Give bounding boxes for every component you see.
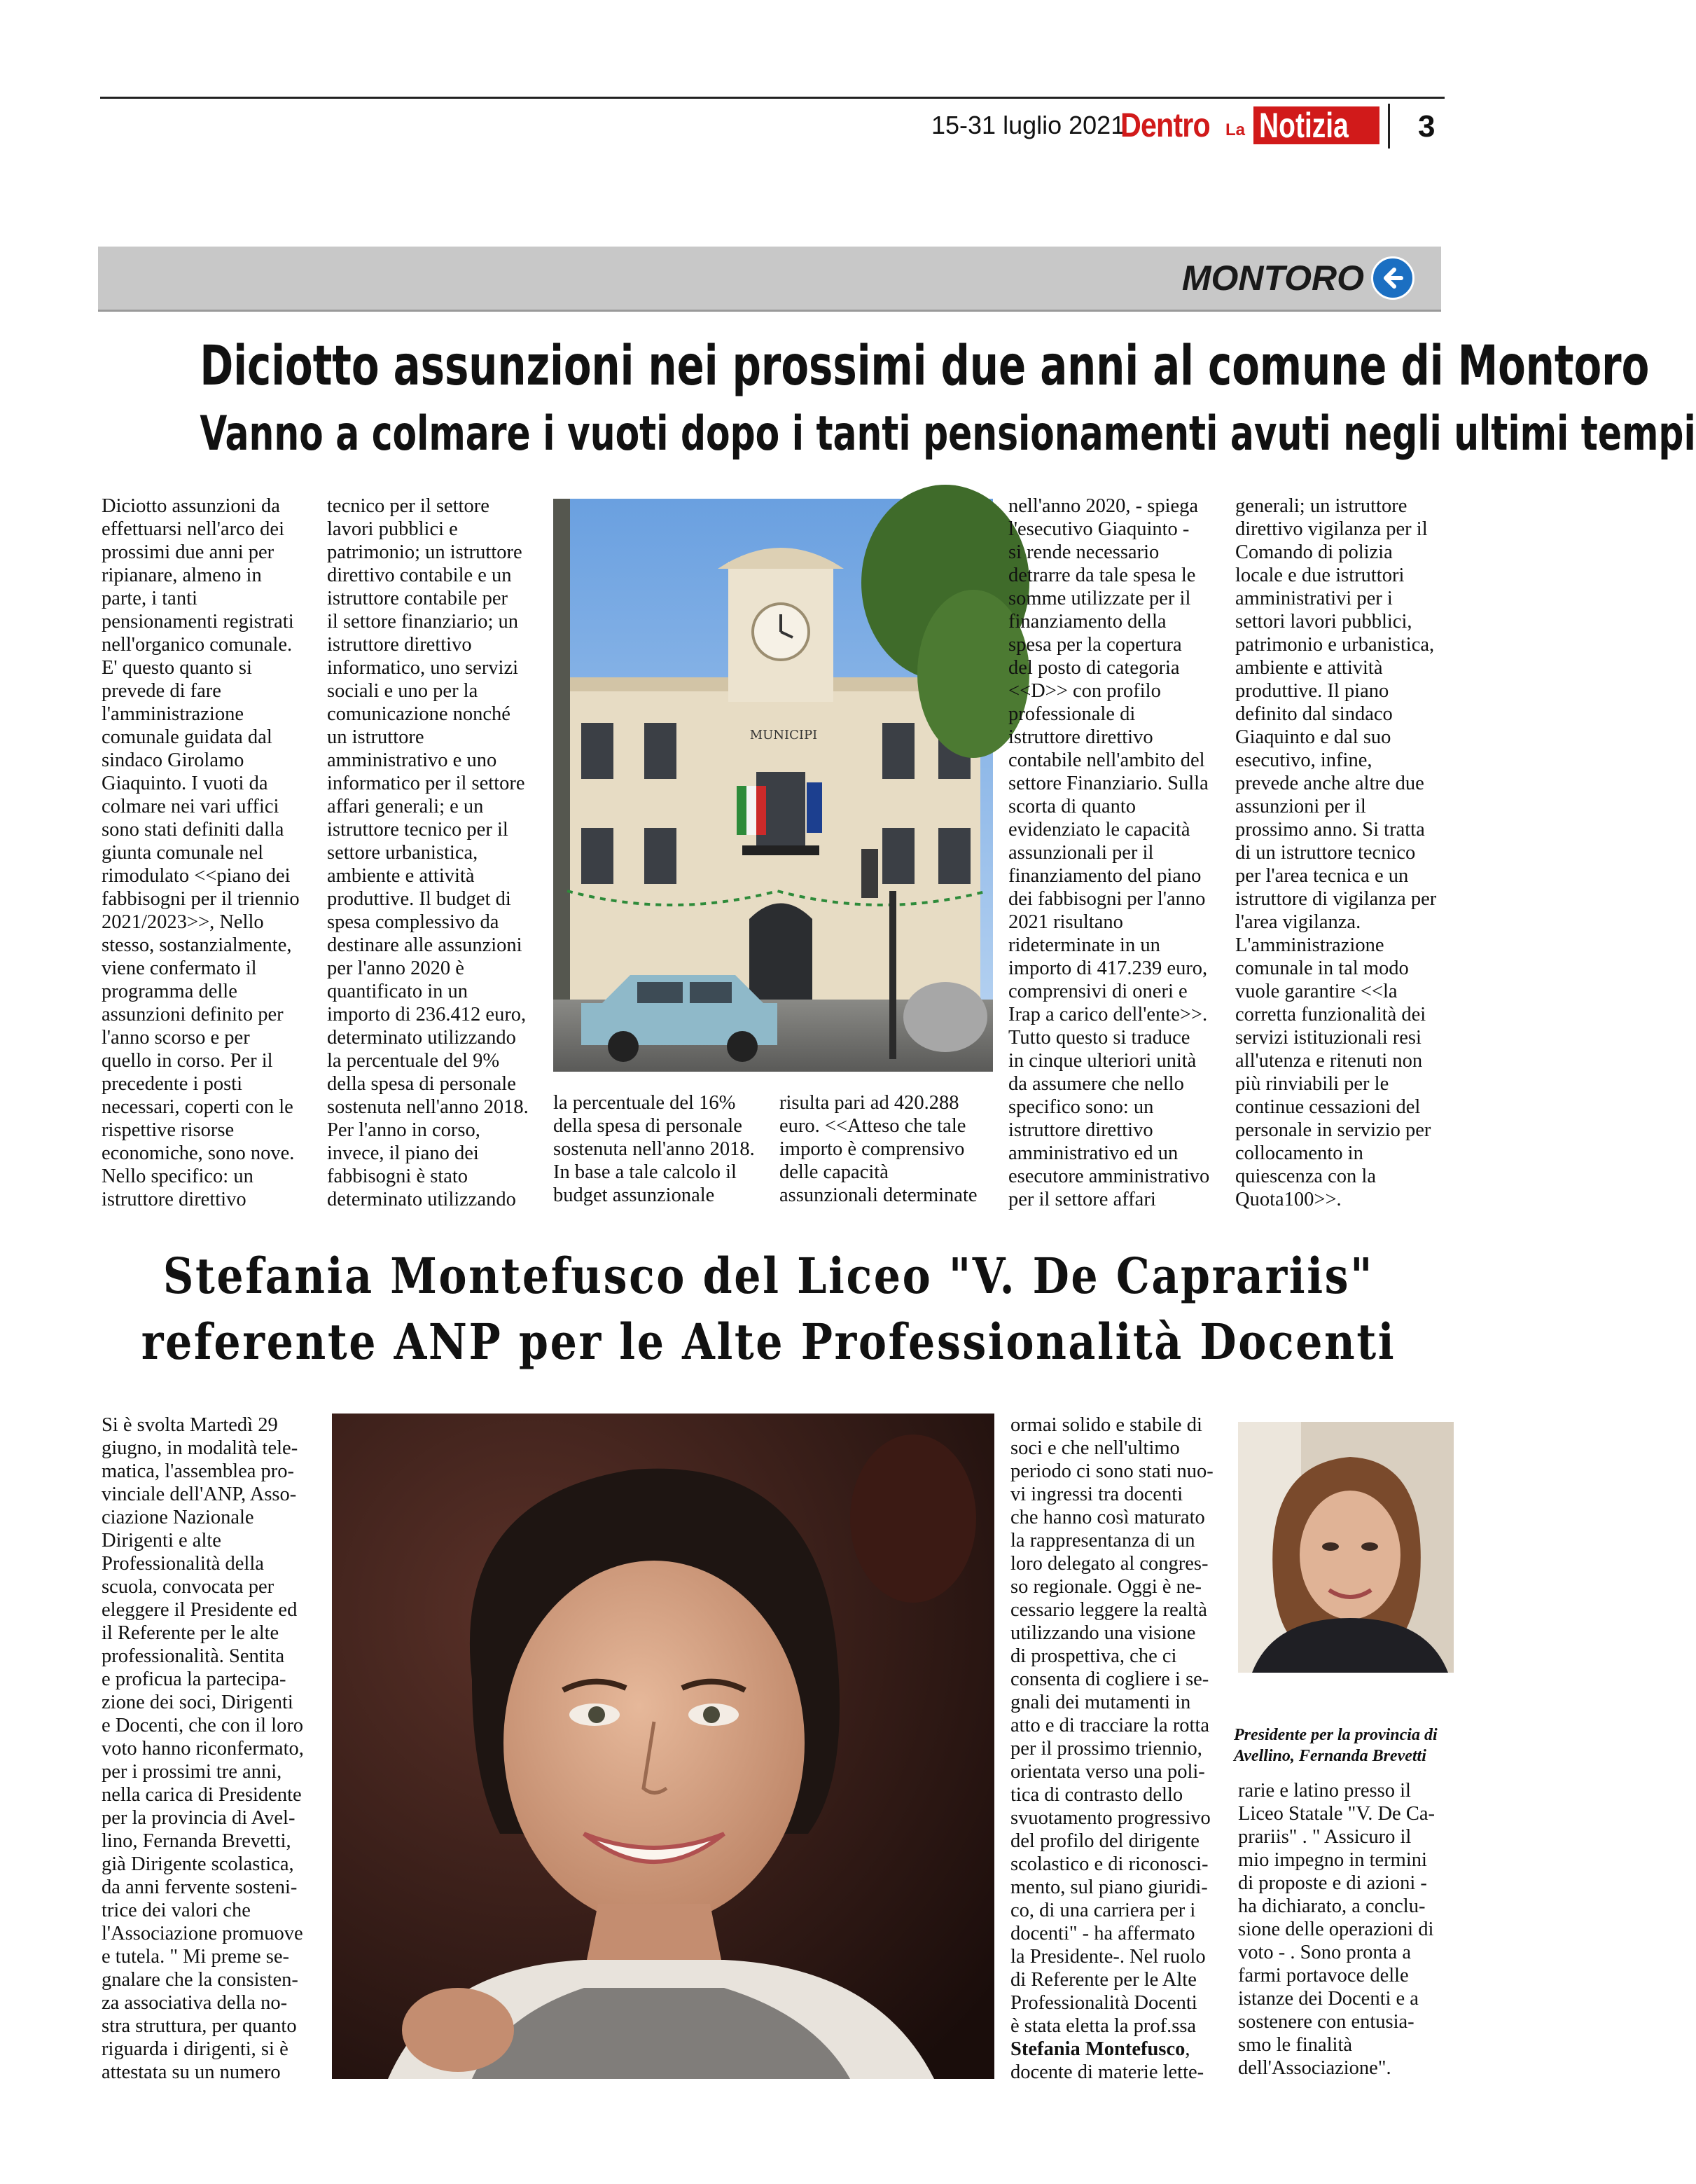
article2-title-line-2: referente ANP per le Alte Professionalità Docenti (141, 1313, 1396, 1371)
page-number: 3 (1418, 109, 1436, 144)
masthead-logo (1120, 106, 1388, 146)
article2-title-line-1: Stefania Montefusco del Liceo "V. De Caprariis" (162, 1247, 1375, 1305)
header-rule (100, 97, 1445, 99)
article2-column-1: Si è svolta Martedì 29 giugno, in modalità tele- matica, l'assemblea pro- vinciale dell'ANP, Asso- ciazione Nazionale Dirigenti e alte Professionalità della scuola, convocata per eleggere il Presidente ed il Referente per le alte professionalità. Sentita e proficua la partecipa- zione dei soci, Dirigenti e Docenti, che con il loro voto hanno riconfermato, per i prossimi tre anni, nella carica di Presidente per la provincia di Avel- lino, Fernanda Brevetti, già Dirigente scolastica, da anni fervente sosteni- trice dei valori che l'Associazione promuove e tutela. " Mi preme se- gnalare che la consisten- za associativa della no- stra struttura, per quanto riguarda i dirigenti, si è attestata su un numero (102, 1414, 304, 2083)
article2-column-2-tail: , docente di materie lette- (1010, 2038, 1204, 2083)
photo-caption: Presidente per la provincia di Avellino, Fernanda Brevetti (1234, 1726, 1438, 1765)
arrow-left-circle-icon (1371, 256, 1415, 300)
logo-notizia: Notizia (1259, 106, 1349, 145)
section-band (98, 247, 1441, 312)
issue-date: 15-31 luglio 2021 (931, 111, 1125, 139)
article1-title: Diciotto assunzioni nei prossimi due anni al comune di Montoro (200, 335, 1650, 398)
article1-column-5: nell'anno 2020, - spiega l'esecutivo Giaquinto - si rende necessario detrarre da tale spesa le somme utilizzate per il finanziamento della spesa per la copertura del posto di categoria <<D>> con profilo professionale di istruttore direttivo contabile nell'ambito del settore Finanziario. Sulla scorta di quanto evidenziato le capacità assunzionali per il finanziamento del piano dei fabbisogni per l'anno 2021 risultano rideterminate in un importo di 417.239 euro, comprensivi di oneri e Irap a carico dell'ente>>. Tutto questo si traduce in cinque ulteriori unità da assumere che nello specifico sono: un istruttore direttivo amministrativo ed un esecutore amministrativo per il settore affari (1008, 495, 1210, 1210)
logo-la: La (1225, 120, 1246, 139)
article1-column-6: generali; un istruttore direttivo vigilanza per il Comando di polizia locale e due istruttori amministrativi per i settori lavori pubblici, patrimonio e urbanistica, ambiente e attività produttive. Il piano definito dal sindaco Giaquinto e dal suo esecutivo, infine, prevede anche altre due assunzioni per il prossimo anno. Si tratta di un istruttore tecnico per l'area tecnica e un istruttore di vigilanza per l'area vigilanza. L'amministrazione comunale in tal modo vuole garantire <<la corretta funzionalità dei servizi istituzionali resi all'utenza e ritenuti non più rinviabili per le continue cessazioni del personale in servizio per collocamento in quiescenza con la Quota100>>. (1235, 495, 1437, 1210)
logo-notizia-box (1253, 106, 1379, 144)
header-divider (1388, 104, 1390, 148)
article1-column-3: la percentuale del 16% della spesa di personale sostenuta nell'anno 2018. In base a tale calcolo il budget assunzionale (553, 1092, 755, 1206)
article2-column-2 (1010, 1414, 1221, 2114)
portrait-photo-brevetti (1238, 1422, 1454, 1673)
municipio-sign: MUNICIPI (749, 728, 818, 742)
town-hall-photo (553, 499, 993, 1072)
logo-dentro: Dentro (1120, 107, 1210, 144)
portrait-photo-montefusco (332, 1414, 994, 2079)
article1-column-2: tecnico per il settore lavori pubblici e patrimonio; un istruttore direttivo contabile e un istruttore contabile per il settore finanziario; un istruttore direttivo informatico, uno servizi sociali e uno per la comunicazione nonché un istruttore amministrativo e uno informatico per il settore affari generali; e un istruttore tecnico per il settore urbanistica, ambiente e attività produttive. Il budget di spesa complessivo da destinare alle assunzioni per l'anno 2020 è quantificato in un importo di 236.412 euro, determinato utilizzando la percentuale del 9% della spesa di personale sostenuta nell'anno 2018. Per l'anno in corso, invece, il piano dei fabbisogni è stato determinato utilizzando (327, 495, 529, 1210)
article1-column-1: Diciotto assunzioni da effettuarsi nell'arco dei prossimi due anni per ripianare, almeno in parte, i tanti pensionamenti registrati nell'organico comunale. E' questo quanto si prevede di fare l'amministrazione comunale guidata dal sindaco Girolamo Giaquinto. I vuoti da colmare nei vari uffici sono stati definiti dalla giunta comunale nel rimodulato <<piano dei fabbisogni per il triennio 2021/2023>>, Nello stesso, sostanzialmente, viene confermato il programma delle assunzioni definito per l'anno scorso e per quello in corso. Per il precedente i posti necessari, coperti con le rispettive risorse economiche, sono nove. Nello specifico: un istruttore direttivo (102, 495, 300, 1210)
article2-column-3: rarie e latino presso il Liceo Statale "V. De Ca- prariis" . " Assicuro il mio impegno in termini di proposte e di azioni - ha dichiarato, a conclu- sione delle operazioni di voto - . Sono pronta a farmi portavoce delle istanze dei Docenti e a sostenere con entusia- smo le finalità dell'Associazione". (1238, 1780, 1435, 2079)
article1-subtitle: Vanno a colmare i vuoti dopo i tanti pensionamenti avuti negli ultimi tempi (200, 406, 1696, 462)
article2-column-2-text: ormai solido e stabile di soci e che nell'ultimo periodo ci sono stati nuo- vi ingressi tra docenti che hanno così maturato la rappresentanza di un loro delegato al congres- so regionale. Oggi è ne- cessario leggere la realtà utilizzando una visione di prospettiva, che ci consenta di cogliere i se- gnali dei mutamenti in atto e di tracciare la rotta per il prossimo triennio, orientata verso una poli- tica di contrasto dello svuotamento progressivo del profilo del dirigente scolastico e di riconosci- mento, sul piano giuridi- co, di una carriera per i docenti" - ha affermato la Presidente-. Nel ruolo di Referente per le Alte Professionalità Docenti è stata eletta la prof.ssa (1010, 1414, 1214, 2037)
article1-column-4: risulta pari ad 420.288 euro. <<Atteso che tale importo è comprensivo delle capacità assunzionali determinate (779, 1092, 978, 1206)
highlighted-name: Stefania Montefusco (1010, 2038, 1186, 2060)
section-label: MONTORO (1181, 258, 1364, 298)
